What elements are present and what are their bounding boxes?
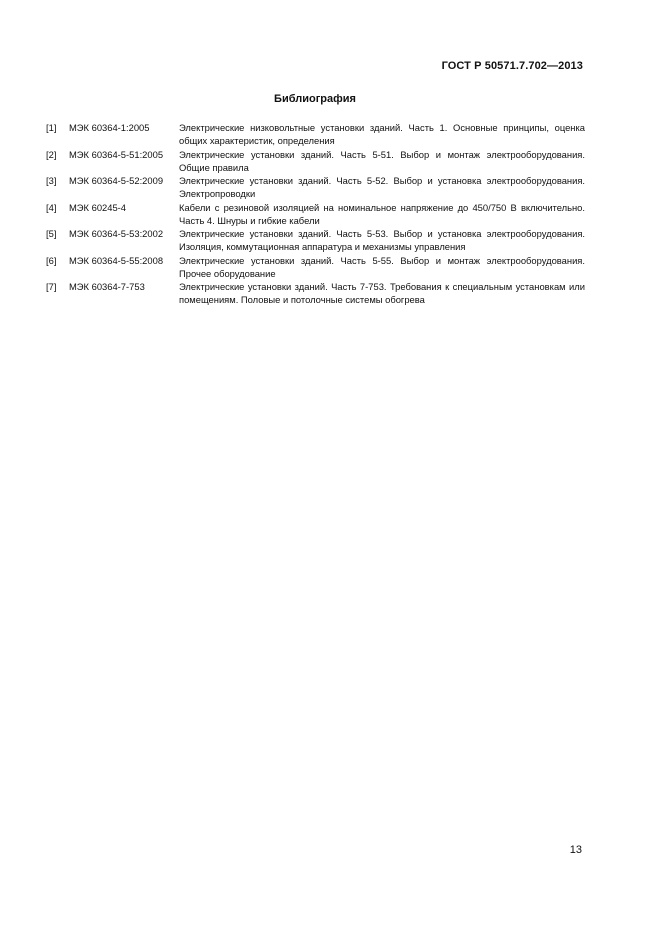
- entry-code: МЭК 60364-7-753: [69, 281, 145, 292]
- page-number: 13: [569, 844, 582, 856]
- entry-code: МЭК 60364-5-51:2005: [69, 148, 164, 160]
- entry-number: [6]: [46, 254, 57, 266]
- entry-title: Кабели с резиновой изоляцией на номинальное напряжение до 450/750 В включительно. Часть 4. Шнуры и гибкие кабели: [179, 201, 585, 226]
- entry-number: [7]: [46, 281, 57, 292]
- entry-title: Электрические установки зданий. Часть 7-753. Требования к специальным установкам или помещениям. Половые и потолочные системы обогрева: [179, 281, 585, 305]
- entry-code: МЭК 60364-5-53:2002: [69, 228, 164, 239]
- entry-number: [3]: [46, 175, 57, 186]
- bibliography-entry: [46, 121, 585, 147]
- entry-title: Электрические установки зданий. Часть 5-51. Выбор и монтаж электрооборудования. Общие правила: [179, 148, 585, 173]
- bibliography-entry: [46, 174, 585, 200]
- standard-designation: ГОСТ Р 50571.7.702—2013: [441, 60, 583, 72]
- entry-number: [2]: [46, 148, 57, 160]
- bibliography-entry: [46, 148, 585, 174]
- bibliography-entry: [46, 201, 585, 227]
- entry-number: [4]: [46, 201, 57, 213]
- entry-number: [1]: [46, 122, 57, 133]
- bibliography-entry: [46, 280, 585, 306]
- section-title: Библиография: [274, 93, 356, 105]
- entry-title: Электрические установки зданий. Часть 5-53. Выбор и установка электрооборудования. Изоляция, коммутационная аппаратура и механизмы управления: [179, 228, 585, 252]
- bibliography-entry: [46, 254, 585, 280]
- entry-title: Электрические установки зданий. Часть 5-55. Выбор и монтаж электрооборудования. Прочее оборудование: [179, 254, 585, 279]
- entry-title: Электрические низковольтные установки зданий. Часть 1. Основные принципы, оценка общих характеристик, определения: [179, 122, 585, 146]
- entry-code: МЭК 60364-1:2005: [69, 122, 150, 133]
- entry-code: МЭК 60245-4: [69, 201, 127, 213]
- bibliography-entry: [46, 227, 585, 253]
- entry-title: Электрические установки зданий. Часть 5-52. Выбор и установка электрооборудования. Электропроводки: [179, 175, 585, 199]
- entry-code: МЭК 60364-5-55:2008: [69, 254, 164, 266]
- entry-number: [5]: [46, 228, 57, 239]
- bibliography-list: [46, 121, 585, 307]
- entry-code: МЭК 60364-5-52:2009: [69, 175, 164, 186]
